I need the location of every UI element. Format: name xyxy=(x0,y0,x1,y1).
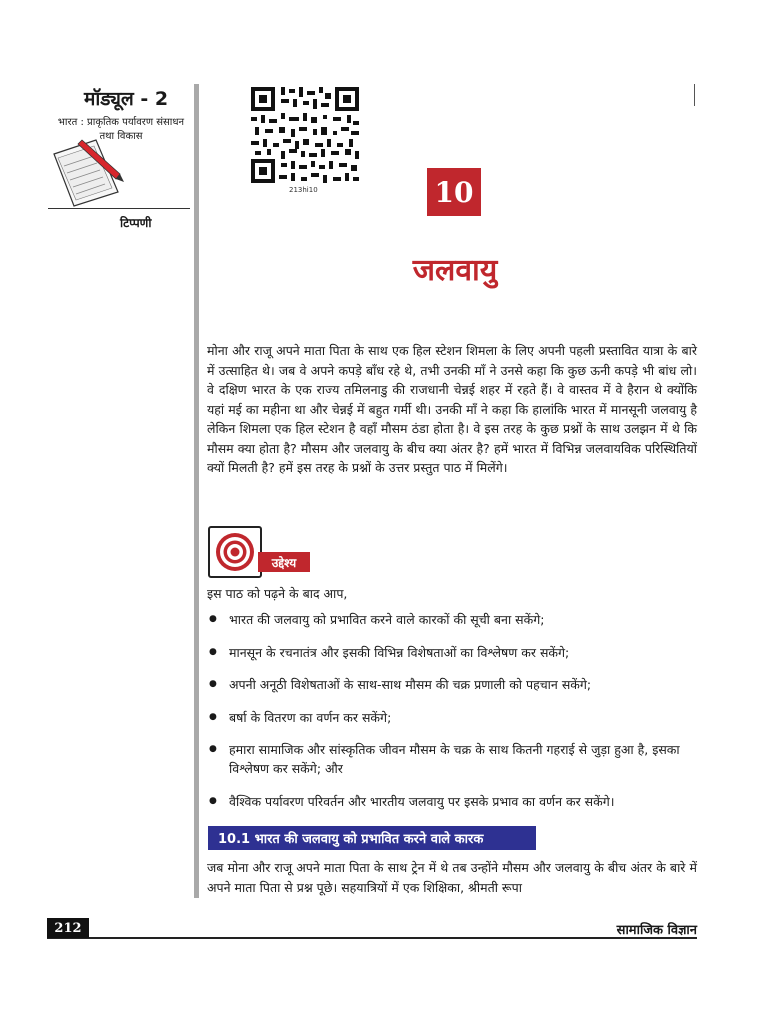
list-item: ● वैश्विक पर्यावरण परिवर्तन और भारतीय जलवायु पर इसके प्रभाव का वर्णन कर सकेंगे। xyxy=(207,792,699,811)
top-tick xyxy=(694,84,695,106)
list-item: ● हमारा सामाजिक और सांस्कृतिक जीवन मौसम के चक्र के साथ कितनी गहराई से जुड़ा हुआ है, इसका विश्लेषण कर सकेंगे; और xyxy=(207,740,699,778)
qr-code-icon xyxy=(251,87,359,183)
qr-code-caption: 213hi10 xyxy=(289,186,318,194)
notepad-pencil-icon xyxy=(48,136,128,208)
page-number: 212 xyxy=(47,918,89,938)
module-subtitle: भारत : प्राकृतिक पर्यावरण संसाधन तथा विकास xyxy=(57,117,185,142)
notes-divider xyxy=(48,208,190,209)
objectives-label: उद्देश्य xyxy=(258,552,310,572)
list-item: ● भारत की जलवायु को प्रभावित करने वाले कारकों की सूची बना सकेंगे; xyxy=(207,610,699,629)
footer-subject: सामाजिक विज्ञान xyxy=(616,923,697,938)
chapter-title: जलवायु xyxy=(412,253,498,288)
list-item: ● मानसून के रचनातंत्र और इसकी विभिन्न विशेषताओं का विश्लेषण कर सकेंगे; xyxy=(207,643,699,662)
chapter-number: 10 xyxy=(427,168,481,216)
margin-bar xyxy=(194,84,199,898)
objectives-lead: इस पाठ को पढ़ने के बाद आप, xyxy=(207,586,348,601)
notes-label: टिप्पणी xyxy=(120,216,152,230)
section-heading: 10.1 भारत की जलवायु को प्रभावित करने वाले कारक xyxy=(208,826,536,850)
intro-paragraph: मोना और राजू अपने माता पिता के साथ एक हिल स्टेशन शिमला के लिए अपनी पहली प्रस्तावित यात्रा के बारे में उत्साहित थे। जब वे अपने कपड़े बाँध रहे थे, तभी उनकी माँ ने उनसे कहा कि कुछ ऊनी कपड़े भी बांध लो। वे दक्षिण भारत के एक राज्य तमिलनाडु की राजधानी चेन्नई शहर में रहते हैं। वे वास्तव में वे हैरान थे क्योंकि यहां मई का महीना था और चेन्नई में बहुत गर्मी थी। उनकी माँ ने कहा कि हालांकि भारत में मानसूनी जलवायु है लेकिन शिमला एक हिल स्टेशन है वहाँ मौसम ठंडा होता है। वे इस तरह के कुछ प्रश्नों के साथ उलझन में थे कि मौसम क्या होता है? मौसम और जलवायु के बीच क्या अंतर है? हमें भारत में विभिन्न जलवायविक परिस्थितियों क्यों मिलती है? हमें इस तरह के प्रश्नों के उत्तर प्रस्तुत पाठ में मिलेंगे। xyxy=(207,343,697,475)
target-icon xyxy=(210,528,260,576)
objectives-list xyxy=(207,610,699,824)
list-item: ● अपनी अनूठी विशेषताओं के साथ-साथ मौसम की चक्र प्रणाली को पहचान सकेंगे; xyxy=(207,675,699,694)
section-paragraph: जब मोना और राजू अपने माता पिता के साथ ट्रेन में थे तब उन्होंने मौसम और जलवायु के बीच अंतर के बारे में अपने माता पिता से प्रश्न पूछे। सहयात्रियों में एक शिक्षिका, श्रीमती रूपा xyxy=(207,860,697,895)
module-title: मॉड्यूल - 2 xyxy=(84,88,169,110)
target-icon-frame xyxy=(208,526,262,578)
list-item: ● बर्षा के वितरण का वर्णन कर सकेंगे; xyxy=(207,708,699,727)
